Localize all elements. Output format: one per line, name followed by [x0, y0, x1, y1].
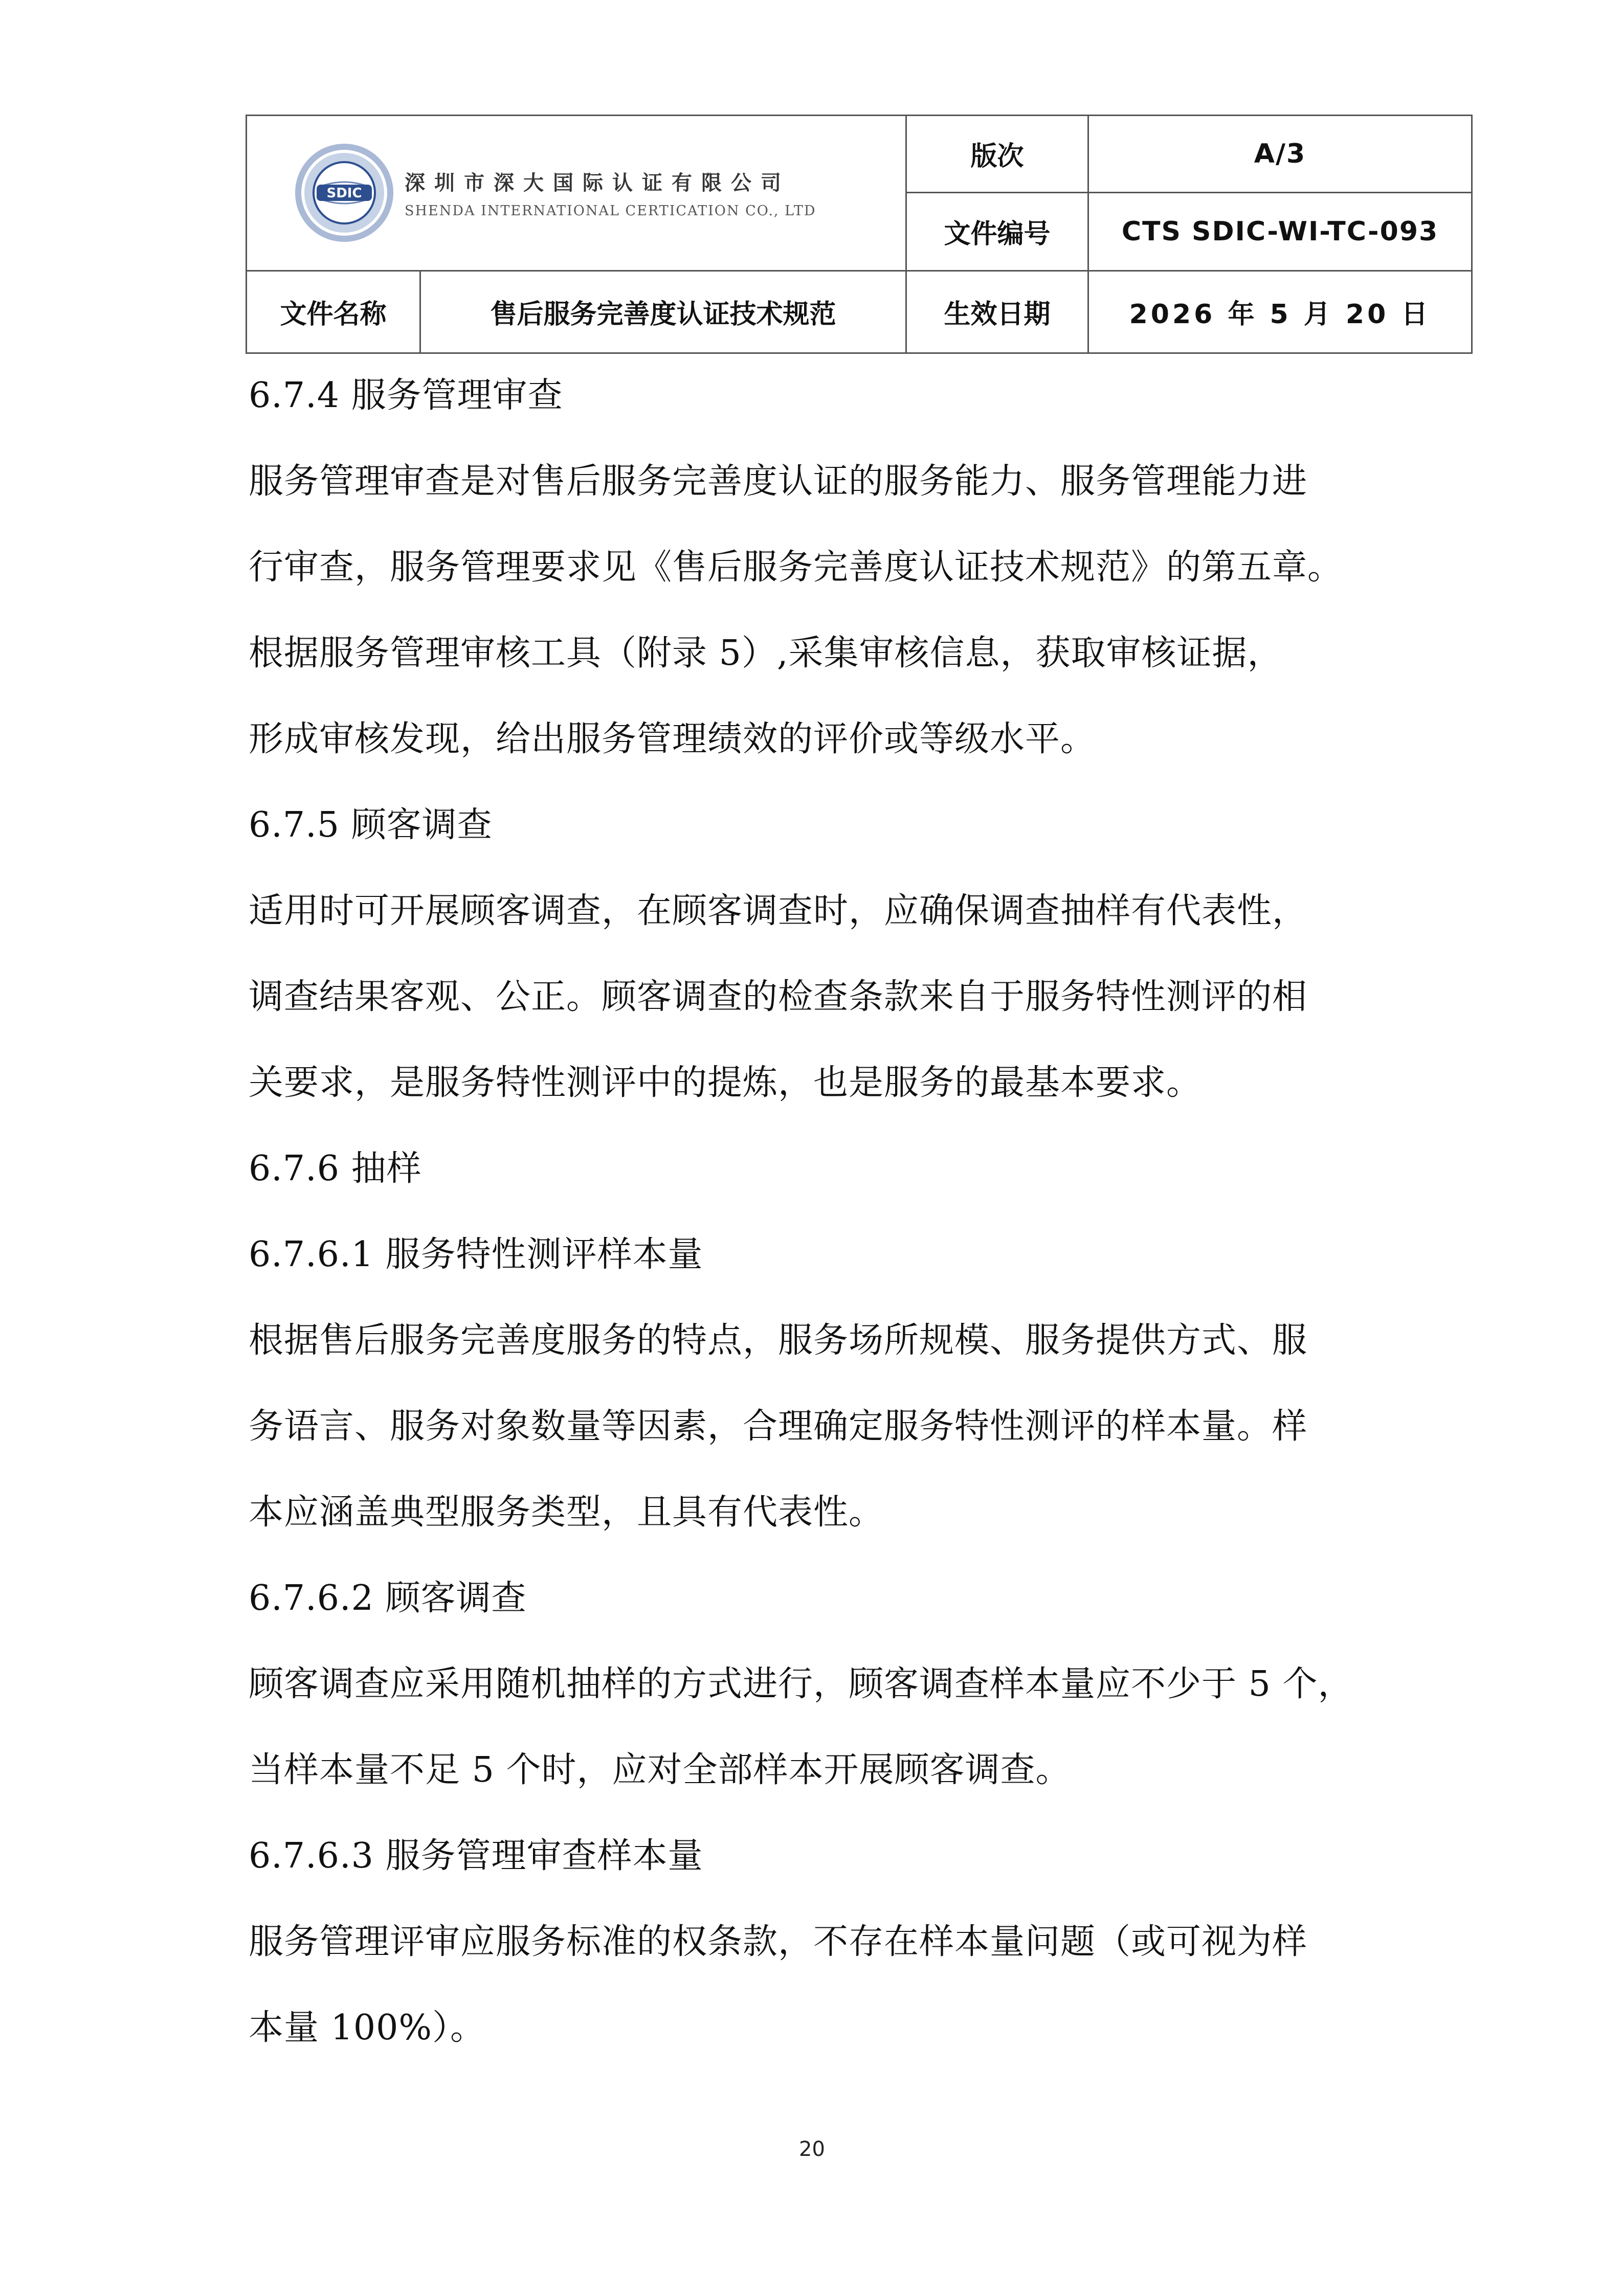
company-logo-cell: [247, 116, 906, 271]
paragraph-line: 行审查，服务管理要求见《售后服务完善度认证技术规范》的第五章。: [249, 547, 1343, 588]
paragraph-line: 服务管理审查是对售后服务完善度认证的服务能力、服务管理能力进: [249, 461, 1308, 502]
paragraph-line: 务语言、服务对象数量等因素，合理确定服务特性测评的样本量。样: [249, 1406, 1308, 1447]
seal-text: SDIC: [326, 186, 362, 201]
paragraph-line: 根据售后服务完善度服务的特点，服务场所规模、服务提供方式、服: [249, 1320, 1308, 1361]
paragraph-line: 服务管理评审应服务标准的权条款，不存在样本量问题（或可视为样: [249, 1922, 1308, 1962]
company-name-en: SHENDA INTERNATIONAL CERTICATION CO., LTD: [405, 203, 816, 219]
paragraph-line: 本量 100%）。: [249, 2008, 486, 2048]
version-value: A/3: [1088, 116, 1472, 193]
document-header-table: [246, 115, 1473, 354]
version-label: 版次: [906, 116, 1088, 193]
section-heading-6-7-6-2: 6.7.6.2 顾客调查: [249, 1578, 527, 1618]
doc-number-value: CTS SDIC-WI-TC-093: [1088, 192, 1472, 271]
doc-number-label: 文件编号: [906, 192, 1088, 271]
section-heading-6-7-4: 6.7.4 服务管理审查: [249, 375, 563, 416]
section-heading-6-7-6: 6.7.6 抽样: [249, 1149, 422, 1189]
paragraph-line: 适用时可开展顾客调查，在顾客调查时，应确保调查抽样有代表性，: [249, 891, 1308, 931]
section-heading-6-7-6-3: 6.7.6.3 服务管理审查样本量: [249, 1836, 703, 1876]
paragraph-line: 形成审核发现，给出服务管理绩效的评价或等级水平。: [249, 719, 1096, 759]
section-heading-6-7-5: 6.7.5 顾客调查: [249, 805, 493, 845]
paragraph-line: 顾客调查应采用随机抽样的方式进行，顾客调查样本量应不少于 5 个，: [249, 1664, 1353, 1704]
company-seal-logo: [293, 142, 395, 244]
page-number: 20: [799, 2137, 825, 2161]
doc-name-value: 售后服务完善度认证技术规范: [420, 271, 906, 353]
paragraph-line: 本应涵盖典型服务类型，且具有代表性。: [249, 1492, 884, 1533]
company-name-cn: 深圳市深大国际认证有限公司: [405, 171, 790, 195]
paragraph-line: 调查结果客观、公正。顾客调查的检查条款来自于服务特性测评的相: [249, 977, 1308, 1017]
effective-date-label: 生效日期: [906, 271, 1088, 353]
paragraph-line: 关要求，是服务特性测评中的提炼，也是服务的最基本要求。: [249, 1063, 1202, 1103]
paragraph-line: 当样本量不足 5 个时，应对全部样本开展顾客调查。: [249, 1750, 1071, 1790]
section-heading-6-7-6-1: 6.7.6.1 服务特性测评样本量: [249, 1234, 703, 1275]
paragraph-line: 根据服务管理审核工具（附录 5）,采集审核信息，获取审核证据，: [249, 633, 1283, 673]
effective-date-value: 2026 年 5 月 20 日: [1088, 271, 1472, 353]
document-body: [249, 353, 1435, 2071]
doc-name-label: 文件名称: [247, 271, 420, 353]
